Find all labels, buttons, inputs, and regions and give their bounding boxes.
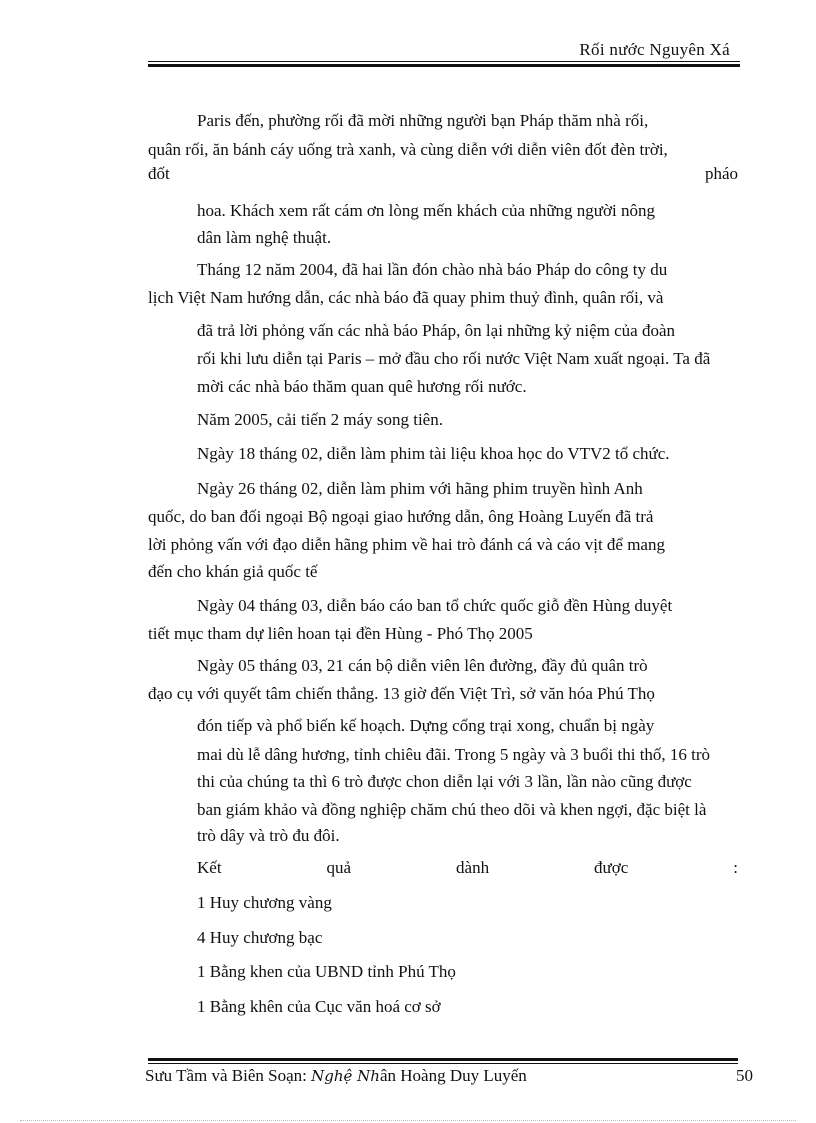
results-line xyxy=(197,858,738,878)
header-rule-thin xyxy=(148,61,740,62)
header-rule-thick xyxy=(148,64,740,67)
body-line: lời phỏng vấn với đạo diễn hãng phim về hai trò đánh cá và cáo vịt để mang xyxy=(148,535,665,554)
word: được xyxy=(594,858,629,877)
award-item: 4 Huy chương bạc xyxy=(197,928,323,947)
footer-script-signature: Nghệ Nh xyxy=(311,1067,380,1085)
body-line: Ngày 26 tháng 02, diễn làm phim với hãng phim truyền hình Anh xyxy=(197,479,643,498)
body-line: Tháng 12 năm 2004, đã hai lần đón chào nhà báo Pháp do công ty du xyxy=(197,260,668,279)
award-item: 1 Bằng khên của Cục văn hoá cơ sở xyxy=(197,997,441,1016)
award-item: 1 Bằng khen của UBND tỉnh Phú Thọ xyxy=(197,962,456,981)
footer-suffix: ân Hoàng Duy Luyến xyxy=(379,1066,527,1085)
word: Kết xyxy=(197,858,222,877)
footer-rule-thick xyxy=(148,1058,738,1061)
word: đốt xyxy=(148,164,170,183)
body-line: đến cho khán giả quốc tế xyxy=(148,562,318,581)
body-line: Ngày 04 tháng 03, diễn báo cáo ban tổ chức quốc giỗ đền Hùng duyệt xyxy=(197,596,673,615)
body-line: quốc, do ban đối ngoại Bộ ngoại giao hướng dẫn, ông Hoàng Luyến đã trả xyxy=(148,507,654,526)
body-line: mai dù lễ dâng hương, tỉnh chiêu đãi. Trong 5 ngày và 3 buổi thi thố, 16 trò xyxy=(197,745,711,764)
body-line: ban giám khảo và đồng nghiệp chăm chú theo dõi và khen ngợi, đặc biệt là xyxy=(197,800,707,819)
body-line: Paris đến, phường rối đã mời những người bạn Pháp thăm nhà rối, xyxy=(197,111,649,130)
body-line: trò dây và trò đu đôi. xyxy=(197,826,340,845)
body-line: Ngày 18 tháng 02, diễn làm phim tài liệu khoa học do VTV2 tổ chức. xyxy=(197,444,670,463)
word: pháo xyxy=(704,164,738,183)
body-line: hoa. Khách xem rất cám ơn lòng mến khách của những người nông xyxy=(197,201,655,220)
award-item: 1 Huy chương vàng xyxy=(197,893,332,912)
footer-rule-thin xyxy=(148,1063,738,1064)
body-line: dân làm nghệ thuật. xyxy=(197,228,332,247)
body-line: đã trả lời phỏng vấn các nhà báo Pháp, ôn lại những kỷ niệm của đoàn xyxy=(197,321,676,340)
body-line: Năm 2005, cải tiến 2 máy song tiên. xyxy=(197,410,443,429)
word: dành xyxy=(456,858,490,877)
footer-credit xyxy=(145,1066,527,1086)
body-line: rối khi lưu diễn tại Paris – mở đầu cho rối nước Việt Nam xuất ngoại. Ta đã xyxy=(197,349,711,368)
body-line: tiết mục tham dự liên hoan tại đền Hùng - Phó Thọ 2005 xyxy=(148,624,533,643)
footer-prefix: Sưu Tầm và Biên Soạn: xyxy=(145,1066,312,1085)
body-line: đạo cụ với quyết tâm chiến thắng. 13 giờ đến Việt Trì, sở văn hóa Phú Thọ xyxy=(148,684,655,703)
header-title: Rối nước Nguyên Xá xyxy=(579,40,730,59)
page-bottom-dotted-border xyxy=(20,1120,796,1121)
word: quả xyxy=(326,858,352,877)
body-line: mời các nhà báo thăm quan quê hương rối nước. xyxy=(197,377,527,396)
body-line-justified xyxy=(148,164,738,184)
body-line: thi của chúng ta thì 6 trò được chon diễn lại với 3 lần, lần nào cũng được xyxy=(197,772,692,791)
body-line: Ngày 05 tháng 03, 21 cán bộ diễn viên lên đường, đầy đủ quân trò xyxy=(197,656,648,675)
word: : xyxy=(733,858,738,877)
body-line: quân rối, ăn bánh cáy uống trà xanh, và cùng diễn với diễn viên đốt đèn trời, xyxy=(148,140,668,159)
body-line: đón tiếp và phổ biến kế hoạch. Dựng cổng trại xong, chuẩn bị ngày xyxy=(197,716,655,735)
body-line: lịch Việt Nam hướng dẫn, các nhà báo đã quay phim thuỷ đình, quân rối, và xyxy=(148,288,664,307)
page-number: 50 xyxy=(736,1066,753,1085)
